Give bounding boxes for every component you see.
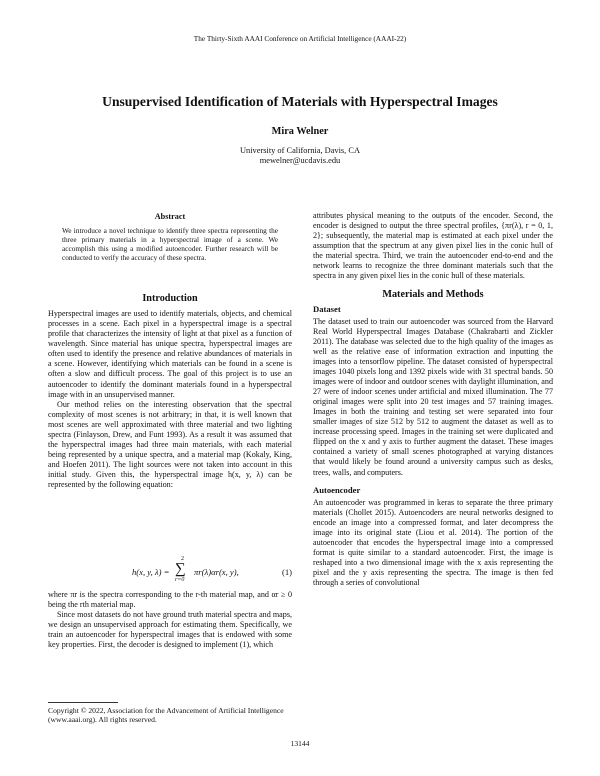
abstract-text: We introduce a novel technique to identify three spectra representing the three primary materials in a hyperspectral image of a scene. We accomplish this using a modified autoencoder. Further research will be conducted to verify the accuracy of these spectra. xyxy=(62,226,278,263)
footnote-rule xyxy=(48,702,118,703)
sum-upper-limit: 2 xyxy=(181,556,184,562)
sum-symbol: ∑ xyxy=(175,561,186,577)
intro-paragraph-3: where πr is the spectra corresponding to the r-th material map, and αr ≥ 0 being the rth material map. xyxy=(48,590,292,610)
abstract-heading: Abstract xyxy=(154,212,186,221)
introduction-heading: Introduction xyxy=(142,293,198,304)
intro-paragraph-2: Our method relies on the interesting observation that the spectral complexity of most scenes is not arbitrary; in that, it is well known that most scenes are well approximated with three material and two lighting spectra (Finlayson, Drew, and Funt 1993). As a result it was assumed that the hyperspectral images had three main materials, with each material being represented by a unique spectra, and a material map (Kokaly, King, and Hoefen 2011). The light sources were not taken into account in this initial study. Given this, the hyperspectral image h(x, y, λ) can be represented by the following equation: xyxy=(48,399,292,490)
dataset-heading: Dataset xyxy=(313,303,341,314)
abstract-body xyxy=(62,226,278,262)
author-name: Mira Welner xyxy=(271,126,329,137)
autoencoder-heading: Autoencoder xyxy=(313,484,361,495)
author-affiliation-block xyxy=(0,146,600,166)
autoencoder-paragraph: An autoencoder was programmed in keras to separate the three primary materials (Chollet 2015). Autoencoders are neural networks designed to encode an image into a compressed format, and later decompress the image into its original state (Liou et al. 2014). The portion of the autoencoder that encodes the hyperspectral image into a compressed format is quite similar to a standard autoencoder. First, the image is reshaped into a two dimensional image with the x axis representing the pixel and the y axis representing the spectra. The image is then fed through a series of convolutional xyxy=(313,497,553,588)
page-number: 13144 xyxy=(290,739,310,748)
equation-1 xyxy=(48,556,292,586)
conference-header: The Thirty-Sixth AAAI Conference on Artificial Intelligence (AAAI-22) xyxy=(193,34,407,43)
intro-paragraph-4: Since most datasets do not have ground truth material spectra and maps, we design an unsupervised approach for estimating them. Specifically, we train an autoencoder for hyperspectral images that is endowed with some key properties. First, the decoder is designed to implement (1), which xyxy=(48,610,292,650)
introduction-section xyxy=(48,294,292,490)
intro-continued xyxy=(48,590,292,650)
affiliation: University of California, Davis, CA xyxy=(239,146,361,155)
intro-paragraph-continued: attributes physical meaning to the outputs of the encoder. Second, the encoder is designed to output the three spectral profiles, {πr(λ), r = 0, 1, 2}; subsequently, the material map is estimated at each pixel under the assumption that the spectrum at any given pixel lies in the conic hull of the material spectra. Third, we train the autoencoder end-to-end and the network learns to recognize the three dominant materials such that the spectra in any given pixel lies in the conic hull of these materials. xyxy=(313,211,553,281)
copyright-notice: Copyright © 2022, Association for the Advancement of Artificial Intelligence (www.aaai.org). All rights reserved. xyxy=(48,706,284,725)
dataset-paragraph: The dataset used to train our autoencoder was sourced from the Harvard Real World Hyperspectral Images Database (Chakrabarti and Zickler 2011). The database was selected due to the high quality of the images as well as the relative ease of information extraction and inputting the images into a tensorflow pipeline. The dataset consisted of hyperspectral images 1040 pixels long and 1392 pixels wide with 31 spectral bands. 50 images were of indoor and outdoor scenes with daylight illumination, and 27 were of indoor scenes under artificial and mixed illumination. The 77 original images were split into 20 test images and 57 training images. Images in both the training and testing set were separated into four smaller images of size 512 by 512 to augment the dataset as well as to increase processing speed. Images in the training set were duplicated and flipped on the x and y axis to further augment the dataset. These images contained a variety of small scenes photographed at varying distances that would likely be found around a university campus such as desks, trees, walls, and computers. xyxy=(313,316,553,477)
sum-lower-limit: r=0 xyxy=(175,577,185,583)
equation-lhs: h(x, y, λ) = xyxy=(132,567,170,577)
intro-paragraph-1: Hyperspectral images are used to identify materials, objects, and chemical processes in a scene. Each pixel in a hyperspectral image is a spectral profile that characterizes the intensity of light at that pixel as a function of wavelength. Since material has unique spectra, hyperspectral images are often used to identify the presence and relative abundances of materials in a scene. However, identifying which materials can be found in a scene is often a slow and difficult process. The goal of this project is to use an autoencoder to identify the dominant materials found in a hyperspectral image with in an unsupervised manner. xyxy=(48,309,292,399)
abstract-heading-wrap xyxy=(48,212,292,221)
equation-body: πr(λ)αr(x, y), xyxy=(194,567,239,577)
methods-heading: Materials and Methods xyxy=(382,289,484,301)
author-email[interactable]: mewelner@ucdavis.edu xyxy=(259,156,341,165)
paper-title: Unsupervised Identification of Materials with Hyperspectral Images xyxy=(102,94,498,109)
right-column xyxy=(313,211,553,588)
equation-number: (1) xyxy=(281,567,292,577)
